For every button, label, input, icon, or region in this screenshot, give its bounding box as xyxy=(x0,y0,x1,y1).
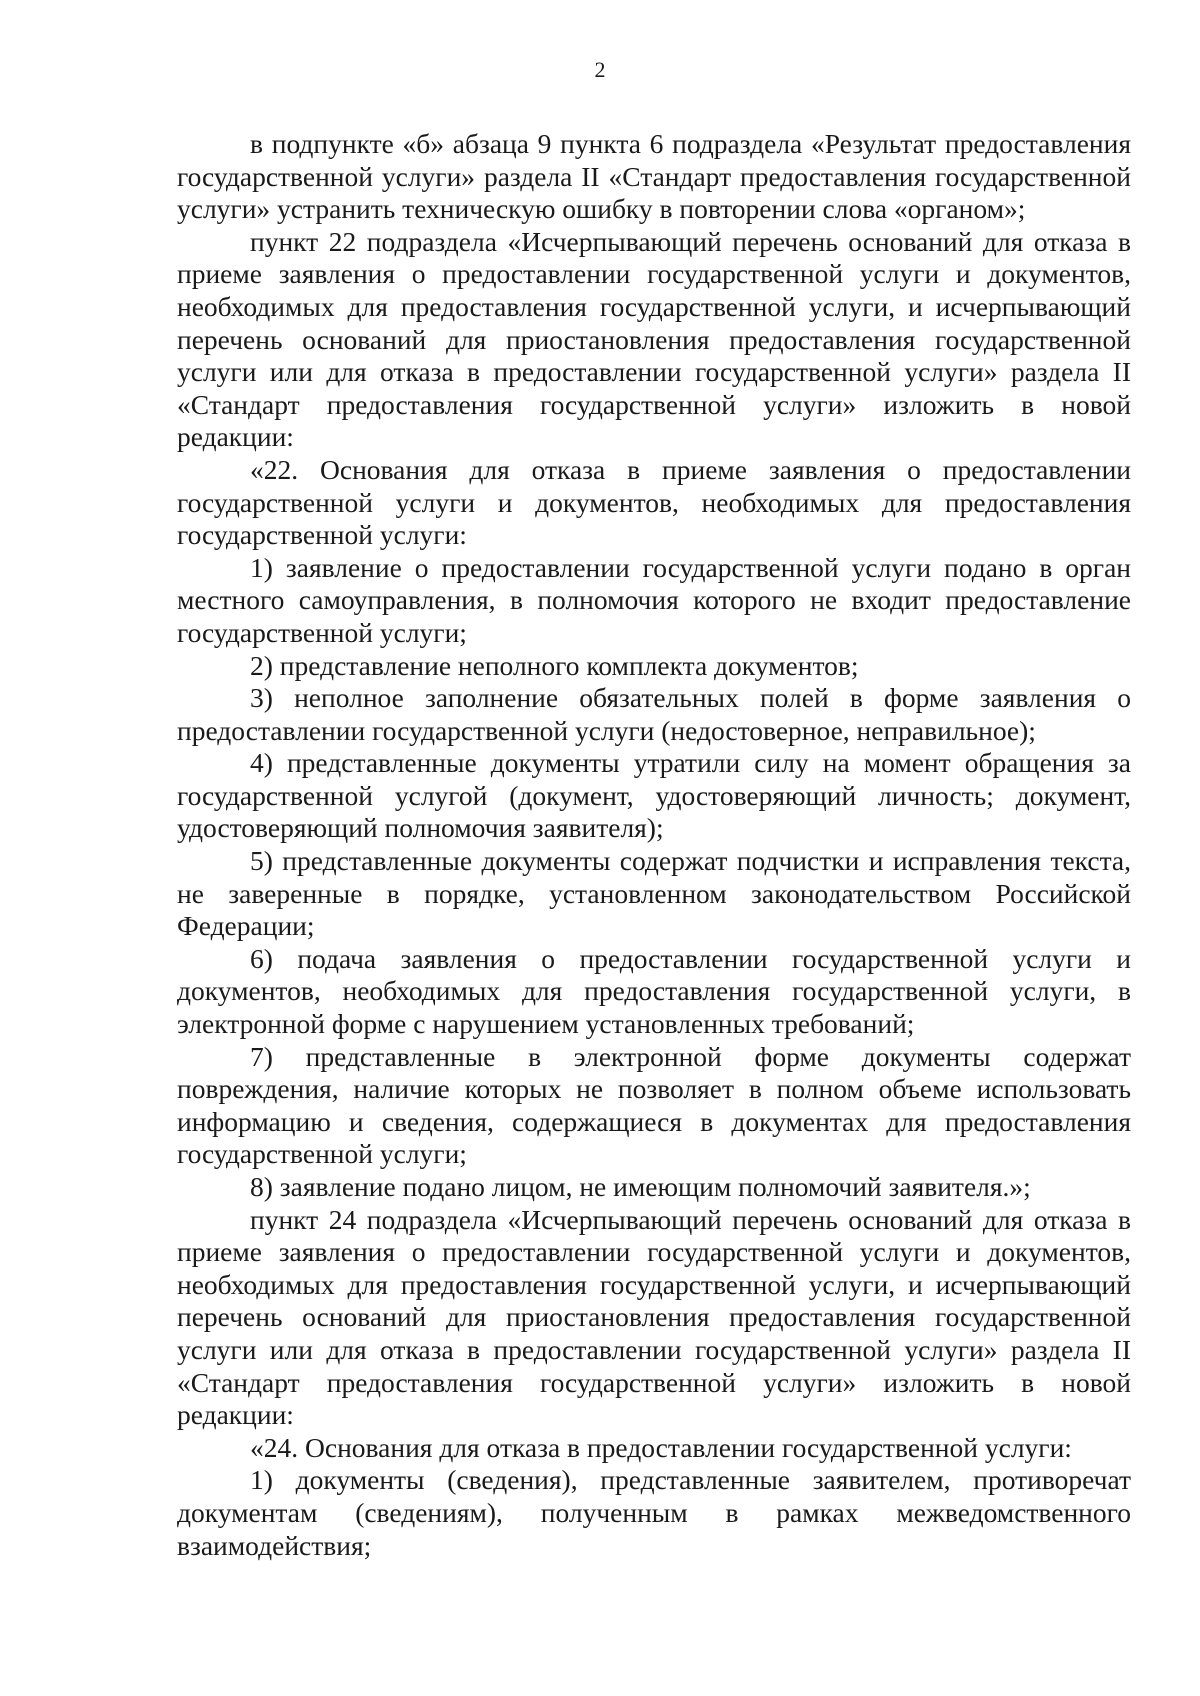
list-item-22-2: 2) представление неполного комплекта документов; xyxy=(250,649,859,681)
list-item-22-6: 6) подача заявления о предоставлении государственной услуги и документов, необходимых для предоставления государственной услуги, в электронной форме с нарушением установленных требований; xyxy=(177,942,1131,1040)
list-item-22-5: 5) представленные документы содержат подчистки и исправления текста, не заверенные в порядке, установленном законодательством Российской Федерации; xyxy=(177,845,1131,942)
list-item-22-8: 8) заявление подано лицом, не имеющим полномочий заявителя.»; xyxy=(250,1171,1031,1202)
paragraph-point-22-intro: пункт 22 подраздела «Исчерпывающий перечень оснований для отказа в приеме заявления о предоставлении государственной услуги и документов, необходимых для предоставления государственной услуги, и исчерпывающий перечень оснований для приостановления предоставления государственной услуги или для отказа в предоставлении государственной услуги» раздела II «Стандарт предоставления государственной услуги» изложить в новой редакции: xyxy=(177,225,1131,453)
paragraph-point-24-heading: «24. Основания для отказа в предоставлении государственной услуги: xyxy=(250,1431,1072,1463)
paragraph-point-24-intro: пункт 24 подраздела «Исчерпывающий перечень оснований для отказа в приеме заявления о предоставлении государственной услуги и документов, необходимых для предоставления государственной услуги, и исчерпывающий перечень оснований для приостановления предоставления государственной услуги или для отказа в предоставлении государственной услуги» раздела II «Стандарт предоставления государственной услуги» изложить в новой редакции: xyxy=(177,1203,1131,1431)
list-item-22-1: 1) заявление о предоставлении государственной услуги подано в орган местного самоуправления, в полномочия которого не входит предоставление государственной услуги; xyxy=(177,551,1131,648)
list-item-22-7: 7) представленные в электронной форме документы содержат повреждения, наличие которых не позволяет в полном объеме использовать информацию и сведения, содержащиеся в документах для предоставления государственной услуги; xyxy=(177,1040,1131,1170)
paragraph-amend-subclause-b: в подпункте «б» абзаца 9 пункта 6 подраздела «Результат предоставления государственной услуги» раздела II «Стандарт предоставления государственной услуги» устранить техническую ошибку в повторении слова «органом»; xyxy=(177,128,1131,225)
list-item-22-3: 3) неполное заполнение обязательных полей в форме заявления о предоставлении государственной услуги (недостоверное, неправильное); xyxy=(177,682,1131,746)
paragraph-point-22-heading: «22. Основания для отказа в приеме заявления о предоставлении государственной услуги и документов, необходимых для предоставления государственной услуги: xyxy=(177,453,1131,551)
document-body xyxy=(177,128,1131,1562)
page-number: 2 xyxy=(594,57,606,82)
list-item-24-1: 1) документы (сведения), представленные заявителем, противоречат документам (сведениям), полученным в рамках межведомственного взаимодействия; xyxy=(177,1464,1131,1561)
list-item-22-4: 4) представленные документы утратили силу на момент обращения за государственной услугой (документ, удостоверяющий личность; документ, удостоверяющий полномочия заявителя); xyxy=(177,747,1131,844)
